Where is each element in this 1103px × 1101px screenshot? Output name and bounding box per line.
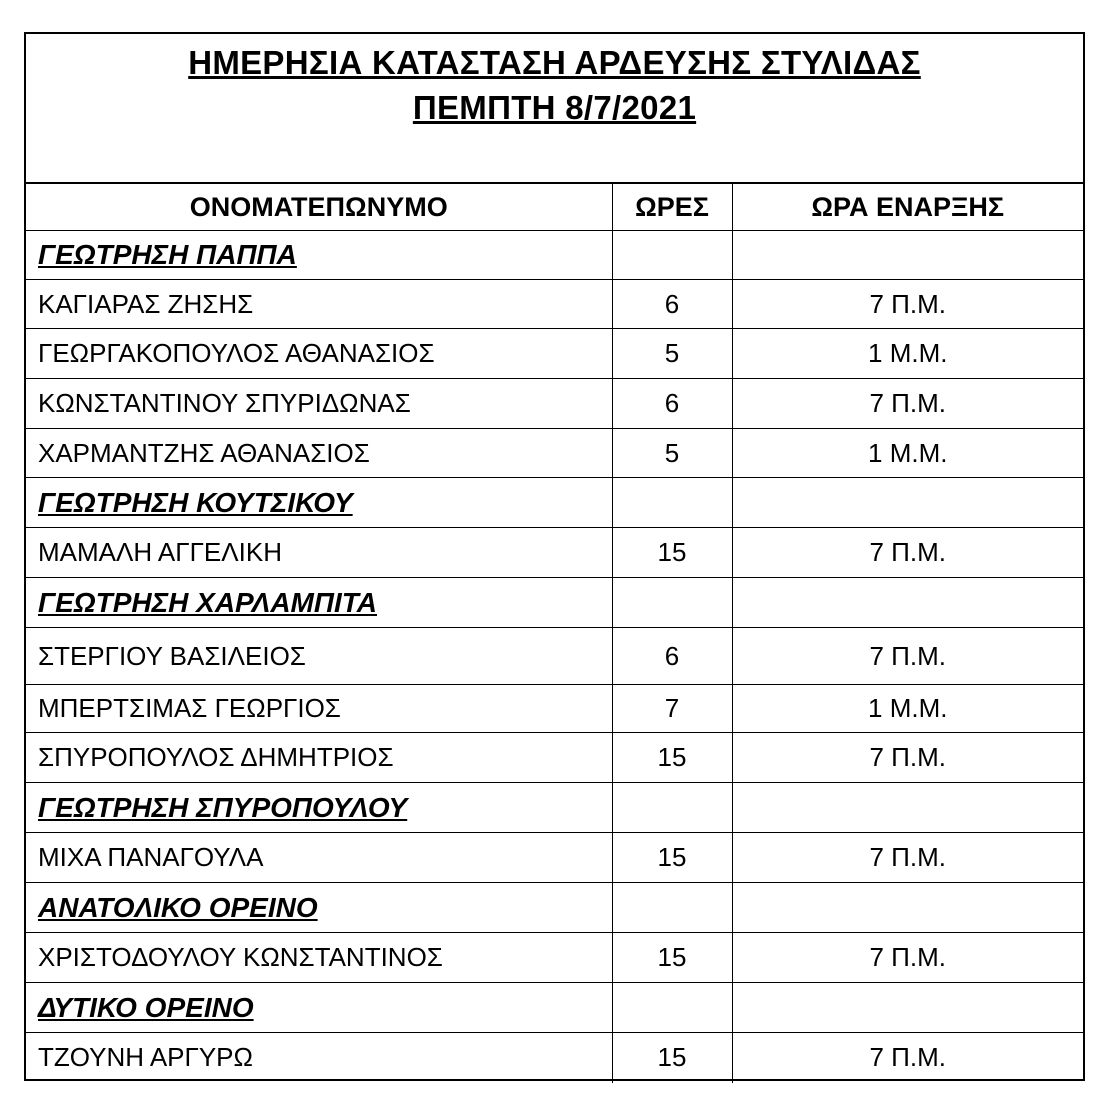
cell-hours: 5 (612, 329, 732, 379)
cell-start-time (732, 783, 1083, 833)
cell-hours (612, 883, 732, 933)
cell-name: ΜΑΜΑΛΗ ΑΓΓΕΛΙΚΗ (26, 528, 612, 578)
group-row (26, 983, 1083, 1033)
cell-name: ΚΩΝΣΤΑΝΤΙΝΟΥ ΣΠΥΡΙΔΩΝΑΣ (26, 379, 612, 429)
cell-start-time: 7 Π.Μ. (732, 628, 1083, 685)
table-row (26, 733, 1083, 783)
document-title: ΗΜΕΡΗΣΙΑ ΚΑΤΑΣΤΑΣΗ ΑΡΔΕΥΣΗΣ ΣΤΥΛΙΔΑΣ (188, 44, 921, 81)
cell-name: ΣΠΥΡΟΠΟΥΛΟΣ ΔΗΜΗΤΡΙΟΣ (26, 733, 612, 783)
cell-start-time: 1 Μ.Μ. (732, 685, 1083, 733)
cell-start-time: 7 Π.Μ. (732, 833, 1083, 883)
cell-start-time: 7 Π.Μ. (732, 933, 1083, 983)
cell-hours: 15 (612, 528, 732, 578)
cell-hours (612, 478, 732, 528)
cell-name: ΧΑΡΜΑΝΤΖΗΣ ΑΘΑΝΑΣΙΟΣ (26, 429, 612, 478)
group-title: ΓΕΩΤΡΗΣΗ ΧΑΡΛΑΜΠΙΤΑ (26, 578, 612, 628)
document-date: ΠΕΜΠΤΗ 8/7/2021 (412, 89, 697, 126)
header-name: ΟΝΟΜΑΤΕΠΩΝΥΜΟ (189, 191, 448, 222)
cell-name: ΓΕΩΡΓΑΚΟΠΟΥΛΟΣ ΑΘΑΝΑΣΙΟΣ (26, 329, 612, 379)
cell-start-time: 1 Μ.Μ. (732, 329, 1083, 379)
cell-start-time: 1 Μ.Μ. (732, 429, 1083, 478)
cell-name: ΣΤΕΡΓΙΟΥ ΒΑΣΙΛΕΙΟΣ (26, 628, 612, 685)
group-row (26, 883, 1083, 933)
header-start-time: ΩΡΑ ΕΝΑΡΞΗΣ (732, 184, 1083, 231)
cell-hours: 6 (612, 628, 732, 685)
cell-start-time: 7 Π.Μ. (732, 1033, 1083, 1083)
cell-name: ΤΖΟΥΝΗ ΑΡΓΥΡΩ (26, 1033, 612, 1083)
cell-hours: 15 (612, 933, 732, 983)
cell-start-time (732, 231, 1083, 280)
cell-name: ΧΡΙΣΤΟΔΟΥΛΟΥ ΚΩΝΣΤΑΝΤΙΝΟΣ (26, 933, 612, 983)
title-block (26, 34, 1083, 184)
group-title: ΓΕΩΤΡΗΣΗ ΚΟΥΤΣΙΚΟΥ (26, 478, 612, 528)
cell-name: ΜΠΕΡΤΣΙΜΑΣ ΓΕΩΡΓΙΟΣ (26, 685, 612, 733)
table-row (26, 833, 1083, 883)
cell-start-time: 7 Π.Μ. (732, 528, 1083, 578)
cell-start-time: 7 Π.Μ. (732, 733, 1083, 783)
cell-hours: 6 (612, 280, 732, 329)
group-row (26, 783, 1083, 833)
table-row (26, 280, 1083, 329)
irrigation-schedule-sheet (24, 32, 1085, 1081)
group-title: ΓΕΩΤΡΗΣΗ ΣΠΥΡΟΠΟΥΛΟΥ (26, 783, 612, 833)
group-title: ΑΝΑΤΟΛΙΚΟ ΟΡΕΙΝΟ (26, 883, 612, 933)
table-row (26, 628, 1083, 685)
cell-hours: 15 (612, 833, 732, 883)
cell-hours: 15 (612, 1033, 732, 1083)
cell-start-time (732, 478, 1083, 528)
table-row (26, 379, 1083, 429)
cell-start-time: 7 Π.Μ. (732, 379, 1083, 429)
header-row (26, 184, 1083, 231)
cell-hours (612, 231, 732, 280)
cell-start-time (732, 883, 1083, 933)
cell-start-time (732, 983, 1083, 1033)
table-row (26, 685, 1083, 733)
cell-hours: 7 (612, 685, 732, 733)
cell-hours (612, 783, 732, 833)
cell-name: ΚΑΓΙΑΡΑΣ ΖΗΣΗΣ (26, 280, 612, 329)
table-row (26, 528, 1083, 578)
cell-hours: 5 (612, 429, 732, 478)
cell-hours (612, 983, 732, 1033)
cell-hours (612, 578, 732, 628)
group-title: ΔΥΤΙΚΟ ΟΡΕΙΝΟ (26, 983, 612, 1033)
group-row (26, 578, 1083, 628)
group-row (26, 231, 1083, 280)
schedule-table (26, 184, 1083, 1083)
group-row (26, 478, 1083, 528)
table-row (26, 429, 1083, 478)
group-title: ΓΕΩΤΡΗΣΗ ΠΑΠΠΑ (26, 231, 612, 280)
header-hours: ΩΡΕΣ (612, 184, 732, 231)
cell-start-time (732, 578, 1083, 628)
table-row (26, 933, 1083, 983)
cell-hours: 15 (612, 733, 732, 783)
table-row (26, 1033, 1083, 1083)
cell-name: ΜΙΧΑ ΠΑΝΑΓΟΥΛΑ (26, 833, 612, 883)
table-row (26, 329, 1083, 379)
cell-hours: 6 (612, 379, 732, 429)
cell-start-time: 7 Π.Μ. (732, 280, 1083, 329)
